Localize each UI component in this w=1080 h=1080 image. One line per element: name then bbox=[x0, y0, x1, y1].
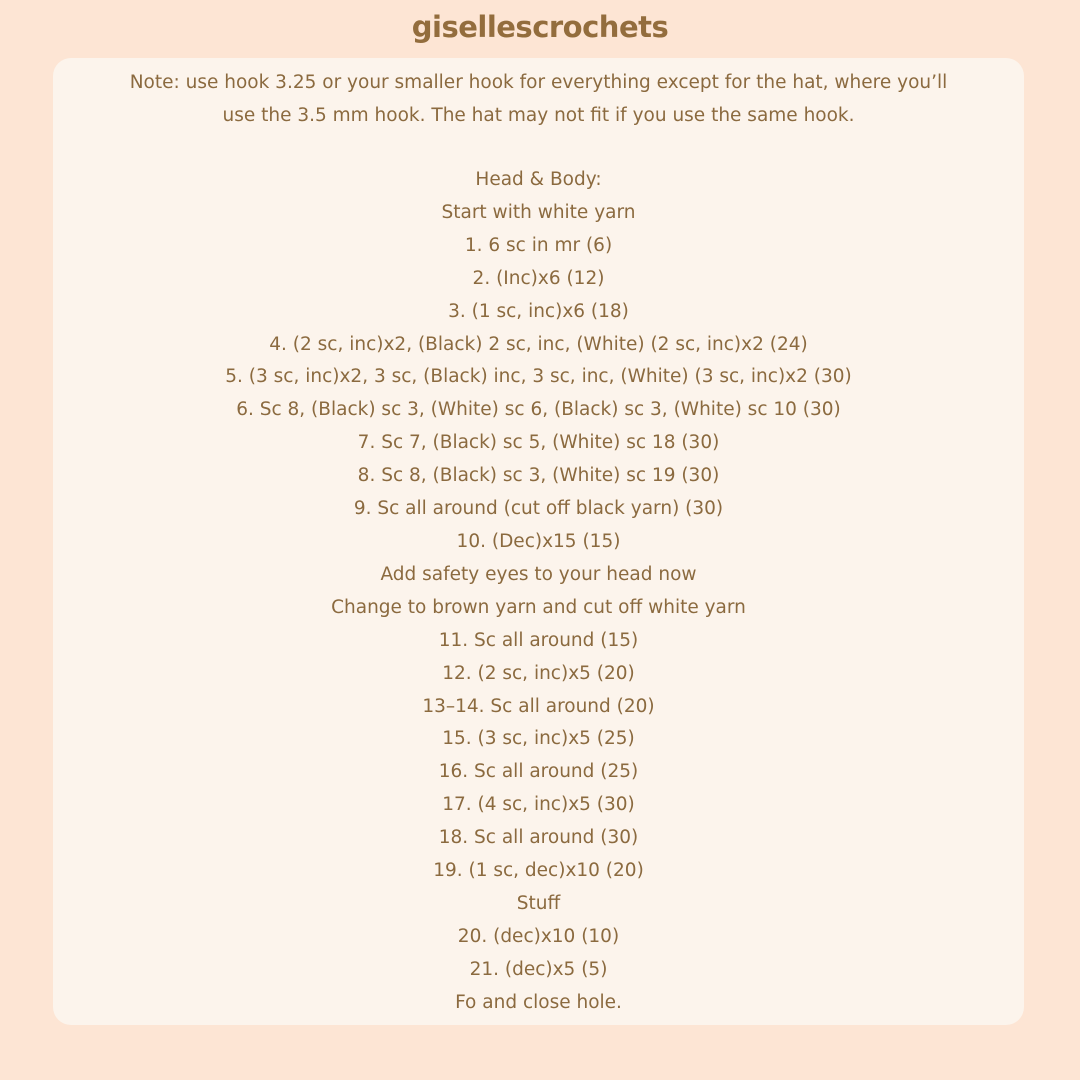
pattern-line: 18. Sc all around (30) bbox=[438, 827, 639, 849]
hook-note bbox=[53, 66, 1024, 132]
brand-title: gisellescrochets bbox=[411, 10, 669, 44]
pattern-line: 9. Sc all around (cut off black yarn) (30) bbox=[353, 498, 724, 520]
pattern-line: Fo and close hole. bbox=[455, 991, 622, 1013]
pattern-line: 10. (Dec)x15 (15) bbox=[456, 530, 621, 552]
pattern-line: 16. Sc all around (25) bbox=[438, 761, 639, 783]
section-title: Head & Body: bbox=[475, 169, 602, 190]
pattern-line: 7. Sc 7, (Black) sc 5, (White) sc 18 (30) bbox=[357, 432, 720, 454]
pattern-line: Start with white yarn bbox=[441, 201, 636, 223]
pattern-line: 17. (4 sc, inc)x5 (30) bbox=[442, 794, 635, 816]
pattern-steps bbox=[53, 164, 1024, 1020]
pattern-line: 12. (2 sc, inc)x5 (20) bbox=[442, 662, 635, 684]
pattern-line: 1. 6 sc in mr (6) bbox=[464, 234, 613, 256]
pattern-line: Add safety eyes to your head now bbox=[380, 563, 697, 585]
pattern-line: 5. (3 sc, inc)x2, 3 sc, (Black) inc, 3 sc, inc, (White) (3 sc, inc)x2 (30) bbox=[225, 366, 852, 388]
pattern-line: 21. (dec)x5 (5) bbox=[469, 958, 608, 980]
pattern-line: 13–14. Sc all around (20) bbox=[422, 695, 655, 717]
hook-note-line-2: use the 3.5 mm hook. The hat may not fit if you use the same hook. bbox=[222, 105, 855, 126]
hook-note-line-1: Note: use hook 3.25 or your smaller hook for everything except for the hat, where you’ll bbox=[129, 72, 948, 93]
pattern-line: 3. (1 sc, inc)x6 (18) bbox=[448, 300, 629, 322]
pattern-line: 4. (2 sc, inc)x2, (Black) 2 sc, inc, (White) (2 sc, inc)x2 (24) bbox=[269, 333, 808, 355]
pattern-line: 8. Sc 8, (Black) sc 3, (White) sc 19 (30) bbox=[357, 465, 720, 487]
pattern-line: 20. (dec)x10 (10) bbox=[457, 925, 620, 947]
pattern-line: 6. Sc 8, (Black) sc 3, (White) sc 6, (Black) sc 3, (White) sc 10 (30) bbox=[236, 399, 841, 421]
pattern-line: 2. (Inc)x6 (12) bbox=[472, 267, 605, 289]
pattern-line: 11. Sc all around (15) bbox=[438, 629, 639, 651]
pattern-line: Change to brown yarn and cut off white yarn bbox=[331, 596, 746, 618]
pattern-line: Stuff bbox=[516, 892, 561, 914]
pattern-line: 19. (1 sc, dec)x10 (20) bbox=[433, 860, 644, 882]
pattern-line: 15. (3 sc, inc)x5 (25) bbox=[442, 728, 635, 750]
